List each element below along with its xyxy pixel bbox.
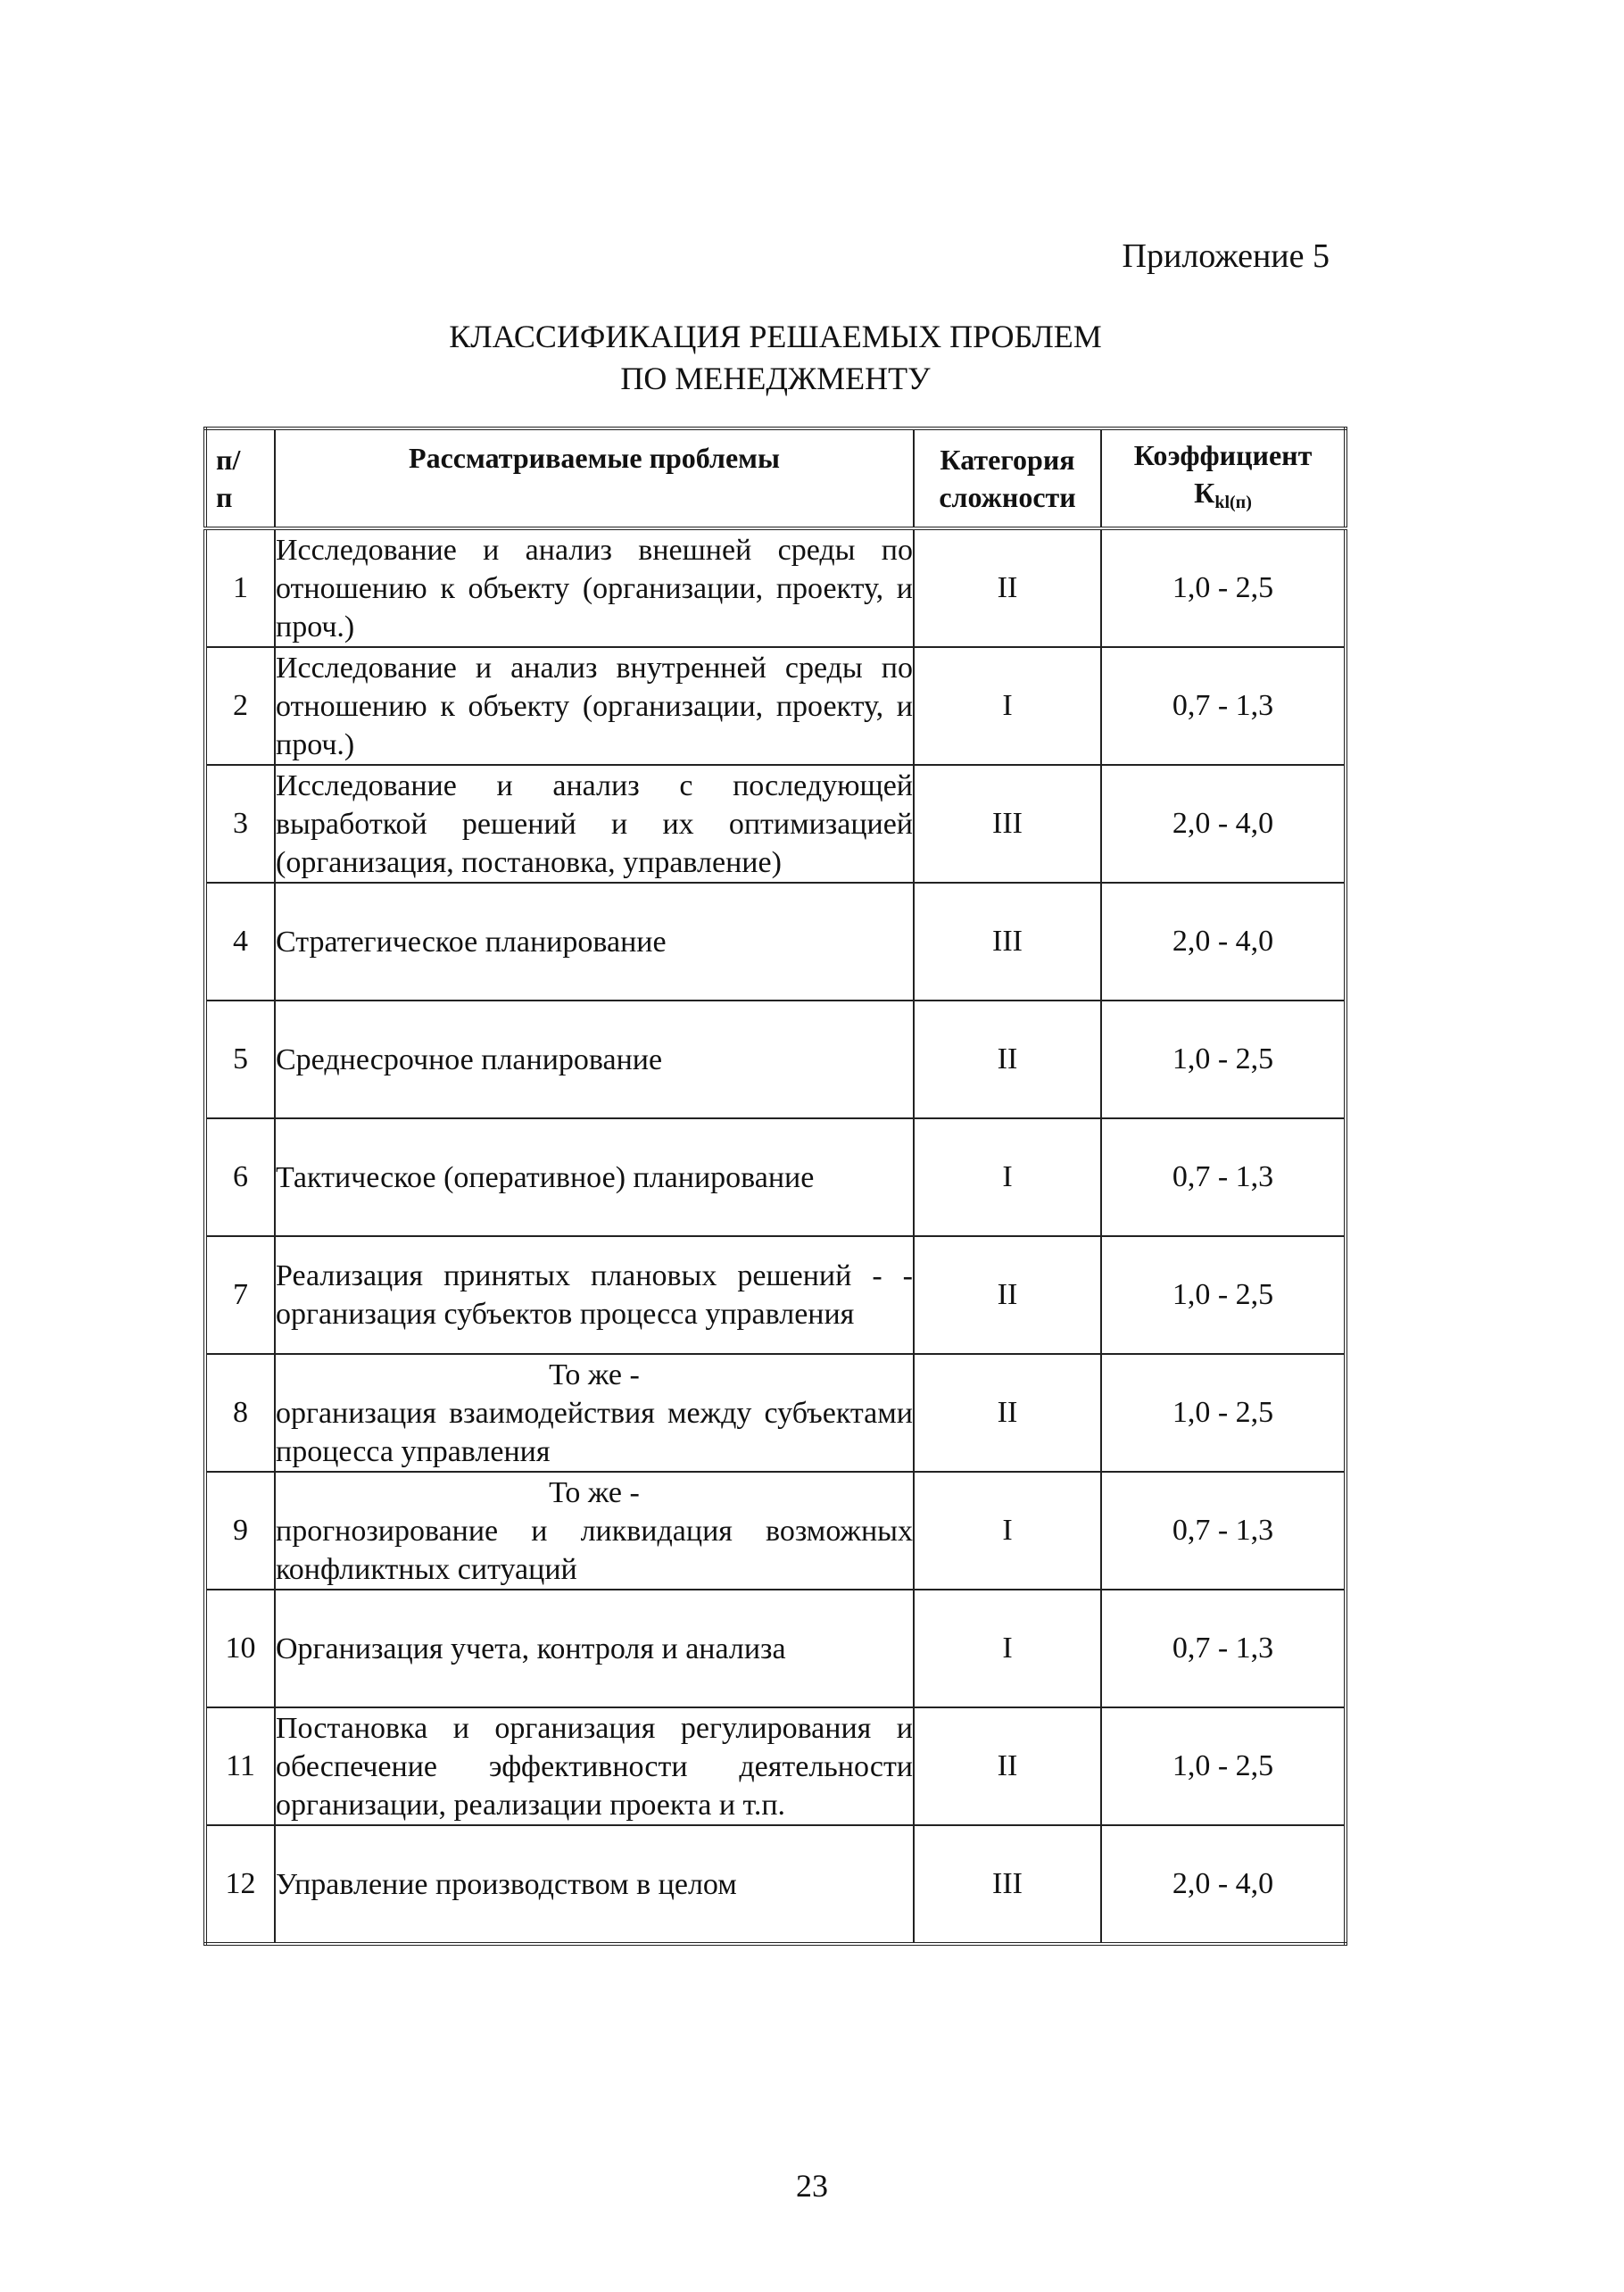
row-coefficient: 0,7 - 1,3 xyxy=(1101,1590,1346,1707)
problems-table xyxy=(203,427,1347,1946)
row-category: II xyxy=(914,1236,1101,1354)
table-row xyxy=(205,1001,1346,1118)
row-problem-text: прогнозирование и ликвидация возможных конфликтных ситуаций xyxy=(276,1514,913,1586)
row-coefficient: 0,7 - 1,3 xyxy=(1101,1472,1346,1590)
row-number: 2 xyxy=(205,647,275,765)
row-problem-text: Тактическое (оперативное) планирование xyxy=(276,1160,815,1194)
row-problem xyxy=(275,883,914,1001)
header-coefficient-symbol xyxy=(1102,474,1344,521)
row-category: III xyxy=(914,883,1101,1001)
row-category: I xyxy=(914,647,1101,765)
row-problem xyxy=(275,1590,914,1707)
row-coefficient: 1,0 - 2,5 xyxy=(1101,528,1346,647)
row-problem xyxy=(275,1001,914,1118)
row-number: 11 xyxy=(205,1707,275,1825)
row-problem xyxy=(275,1707,914,1825)
table-row xyxy=(205,883,1346,1001)
table-row xyxy=(205,647,1346,765)
row-number: 1 xyxy=(205,528,275,647)
header-coefficient-line-1: Коэффициент xyxy=(1133,438,1313,471)
row-problem-text: Исследование и анализ внешней среды по отношению к объекту (организации, проекту, и проч.) xyxy=(276,533,913,644)
row-category: I xyxy=(914,1472,1101,1590)
table-row xyxy=(205,528,1346,647)
row-coefficient: 1,0 - 2,5 xyxy=(1101,1354,1346,1472)
header-category-line-1: Категория xyxy=(940,444,1075,476)
row-problem-text: Среднесрочное планирование xyxy=(276,1042,663,1076)
row-problem-text: Постановка и организация регулирования и обеспечение эффективности деятельности организации, реализации проекта и т.п. xyxy=(276,1711,913,1822)
row-number: 12 xyxy=(205,1825,275,1944)
appendix-label: Приложение 5 xyxy=(1122,237,1330,275)
row-problem xyxy=(275,528,914,647)
header-number xyxy=(205,428,275,528)
row-category: III xyxy=(914,765,1101,883)
row-coefficient: 2,0 - 4,0 xyxy=(1101,883,1346,1001)
row-number: 8 xyxy=(205,1354,275,1472)
row-coefficient: 1,0 - 2,5 xyxy=(1101,1236,1346,1354)
row-problem-text: Стратегическое планирование xyxy=(276,925,667,959)
table-row xyxy=(205,1118,1346,1236)
row-coefficient: 0,7 - 1,3 xyxy=(1101,1118,1346,1236)
row-problem xyxy=(275,1118,914,1236)
row-category: I xyxy=(914,1118,1101,1236)
document-title-line-2: ПО МЕНЕДЖМЕНТУ xyxy=(620,361,931,396)
row-category: II xyxy=(914,1354,1101,1472)
row-problem-lead: То же - xyxy=(549,1358,640,1391)
row-number: 9 xyxy=(205,1472,275,1590)
row-category: II xyxy=(914,1001,1101,1118)
row-number: 3 xyxy=(205,765,275,883)
row-number: 6 xyxy=(205,1118,275,1236)
row-problem-text: Организация учета, контроля и анализа xyxy=(276,1632,786,1665)
table-row xyxy=(205,1707,1346,1825)
header-number-top: п/ xyxy=(216,444,241,476)
row-problem-text: Исследование и анализ с последующей выработкой решений и их оптимизацией (организация, постановка, управление) xyxy=(276,768,913,879)
row-coefficient: 0,7 - 1,3 xyxy=(1101,647,1346,765)
row-problem-text: Управление производством в целом xyxy=(276,1867,737,1901)
row-coefficient: 1,0 - 2,5 xyxy=(1101,1001,1346,1118)
row-problem xyxy=(275,1236,914,1354)
row-coefficient: 1,0 - 2,5 xyxy=(1101,1707,1346,1825)
document-title xyxy=(0,316,1551,400)
row-coefficient: 2,0 - 4,0 xyxy=(1101,765,1346,883)
table-row xyxy=(205,1236,1346,1354)
row-category: II xyxy=(914,1707,1101,1825)
header-number-bottom: п xyxy=(216,481,233,513)
row-problem-text: Исследование и анализ внутренней среды по отношению к объекту (организации, проекту, и проч.) xyxy=(276,651,913,761)
header-problems: Рассматриваемые проблемы xyxy=(275,428,914,528)
row-problem-lead: То же - xyxy=(549,1475,640,1509)
row-problem xyxy=(275,1354,914,1472)
table-row xyxy=(205,1472,1346,1590)
table-row xyxy=(205,1825,1346,1944)
row-category: II xyxy=(914,528,1101,647)
row-category: I xyxy=(914,1590,1101,1707)
row-number: 4 xyxy=(205,883,275,1001)
page-number: 23 xyxy=(796,2168,828,2204)
row-number: 10 xyxy=(205,1590,275,1707)
table-row xyxy=(205,1354,1346,1472)
coefficient-subscript: kl(п) xyxy=(1214,492,1252,512)
row-number: 7 xyxy=(205,1236,275,1354)
coefficient-symbol: К xyxy=(1194,476,1215,509)
row-coefficient: 2,0 - 4,0 xyxy=(1101,1825,1346,1944)
table-body xyxy=(205,528,1346,1944)
table-row xyxy=(205,1590,1346,1707)
header-coefficient xyxy=(1101,428,1346,528)
row-problem xyxy=(275,647,914,765)
document-title-line-1: КЛАССИФИКАЦИЯ РЕШАЕМЫХ ПРОБЛЕМ xyxy=(449,319,1102,354)
header-category-line-2: сложности xyxy=(939,481,1076,513)
row-problem xyxy=(275,765,914,883)
row-number: 5 xyxy=(205,1001,275,1118)
row-category: III xyxy=(914,1825,1101,1944)
row-problem-text: организация взаимодействия между субъектами процесса управления xyxy=(276,1396,913,1468)
row-problem-text: Реализация принятых плановых решений - - организация субъектов процесса управления xyxy=(276,1259,913,1331)
table-row xyxy=(205,765,1346,883)
row-problem xyxy=(275,1472,914,1590)
table-header-row xyxy=(205,428,1346,528)
header-category xyxy=(914,428,1101,528)
row-problem xyxy=(275,1825,914,1944)
